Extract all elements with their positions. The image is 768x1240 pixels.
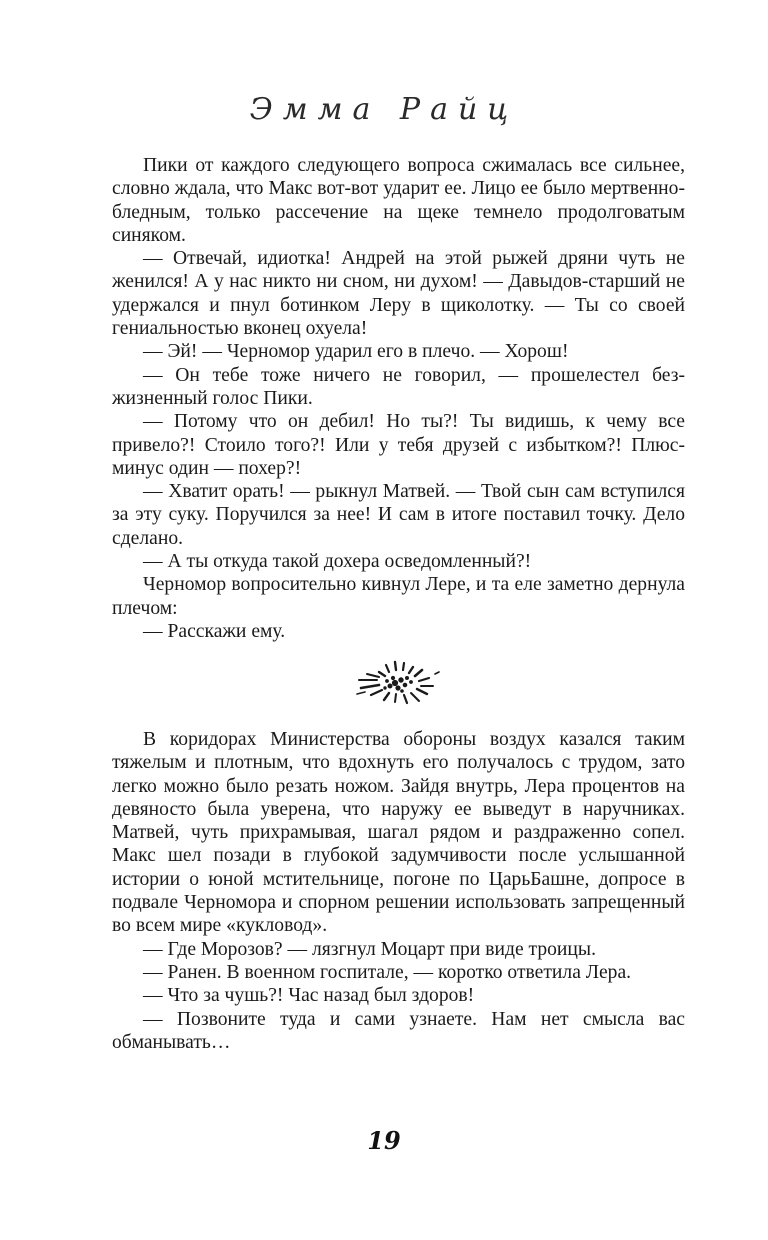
text-section-1 <box>112 154 685 643</box>
text-section-2 <box>112 728 685 1054</box>
paragraph: — Эй! — Черномор ударил его в плечо. — Хорош! <box>143 341 569 363</box>
page-number: 19 <box>367 1126 401 1155</box>
paragraph: — Он тебе тоже ничего не говорил, — прошелестел безжизненный голос Пики. <box>112 364 685 409</box>
running-head-author: Эмма Райц <box>249 92 519 127</box>
paragraph: — Хватит орать! — рыкнул Матвей. — Твой сын сам вступился за эту суку. Поручился за нее! И сам в итоге поставил точку. Дело сделано. <box>112 481 685 549</box>
section-break-ornament-icon <box>349 658 445 706</box>
paragraph: — Позвоните туда и сами узнаете. Нам нет смысла вас обманывать… <box>112 1008 685 1053</box>
paragraph: В коридорах Министерства обороны воздух казался таким тяжелым и плотным, что вдохнуть его получалось с трудом, зато легко можно было резать ножом. Зайдя внутрь, Лера процентов на девяносто была уверена, что наружу ее выведут в наручниках. Матвей, чуть прихрамывая, шагал рядом и раздраженно сопел. Макс шел позади в глубокой задумчивости после услышанной истории о юной мстительнице, погоне по ЦарьБашне, допросе в подвале Черномора и спорном решении использовать запрещенный во всем мире «кукловод». <box>112 729 685 937</box>
paragraph: — Ранен. В военном госпитале, — коротко ответила Лера. <box>143 961 632 983</box>
paragraph: Пики от каждого следующего вопроса сжималась все сильнее, словно ждала, что Макс вот-вот ударит ее. Лицо ее было мертвенно-бледным, только рассечение на щеке темнело продолговатым синяком. <box>112 155 685 246</box>
paragraph: — А ты откуда такой дохера осведомленный?! <box>143 551 532 573</box>
paragraph: — Где Морозов? — лязгнул Моцарт при виде троицы. <box>143 938 596 960</box>
paragraph: Черномор вопросительно кивнул Лере, и та еле заметно дернула плечом: <box>112 574 685 619</box>
paragraph: — Отвечай, идиотка! Андрей на этой рыжей дряни чуть не женился! А у нас никто ни сном, ни духом! — Давыдов-старший не удержался и пнул ботинком Леру в щиколотку. — Ты со своей гениальностью вконец охуела! <box>112 248 685 340</box>
paragraph: — Расскажи ему. <box>143 620 286 642</box>
paragraph: — Что за чушь?! Час назад был здоров! <box>143 985 475 1007</box>
paragraph: — Потому что он дебил! Но ты?! Ты видишь, к чему все привело?! Стоило того?! Или у тебя друзей с избытком?! Плюс-минус один — похер?! <box>112 411 685 479</box>
